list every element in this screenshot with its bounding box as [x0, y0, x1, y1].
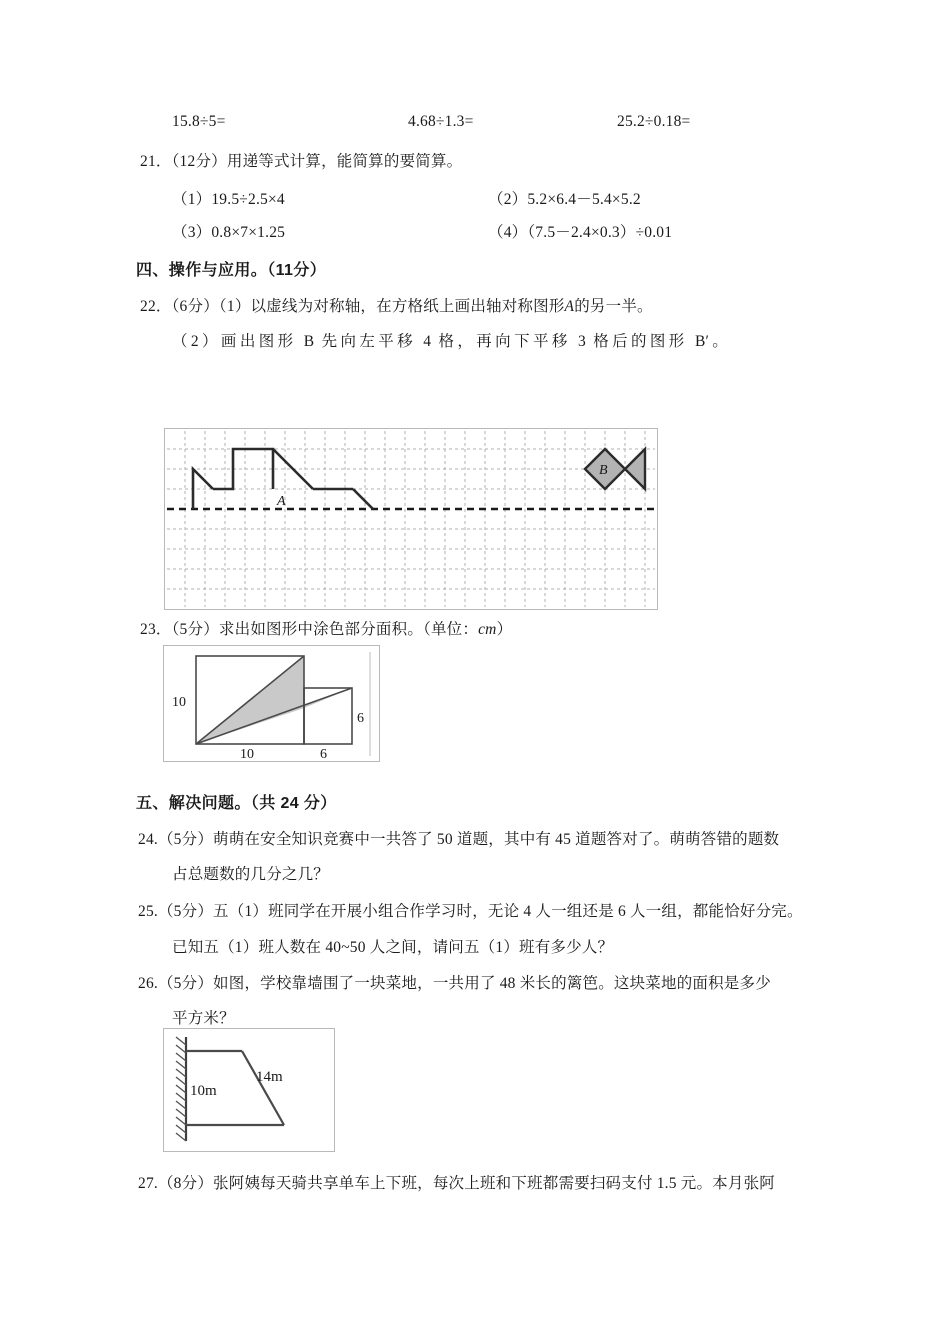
shape-b-group [585, 449, 645, 489]
q21-text: 用递等式计算，能简算的要简算。 [226, 153, 463, 170]
q26-figure-svg [164, 1029, 334, 1151]
question-26-line1 [138, 972, 771, 996]
q25-text-line1: 五（1）班同学在开展小组合作学习时，无论 4 人一组还是 6 人一组，都能恰好分完。 [213, 903, 803, 920]
shape-b-label: B [599, 463, 608, 478]
q21-sub-4 [488, 221, 672, 245]
q22-part1-tail: 的另一半。 [574, 298, 653, 315]
shape-b-triangle [625, 449, 645, 489]
q23-text: 求出如图形中涂色部分面积。（单位： [218, 621, 479, 638]
oral-calc-item-2: 4.68÷1.3= [408, 113, 474, 130]
oral-calc-item-3: 25.2÷0.18= [617, 113, 691, 130]
q22-part1-label: （1） [218, 298, 251, 315]
question-26-line2: 平方米？ [172, 1010, 235, 1027]
q22-part1-text: 以虚线为对称轴，在方格纸上画出轴对称图形 [250, 298, 565, 315]
q24-text-line1: 萌萌在安全知识竞赛中一共答了 50 道题，其中有 45 道题答对了。萌萌答错的题数 [213, 831, 780, 848]
label-big-square-base: 10 [240, 747, 254, 761]
wall-hatching [176, 1037, 186, 1141]
label-plot-height: 10m [190, 1083, 217, 1099]
label-small-square-base: 6 [320, 747, 327, 761]
q21-sub-2-label: （2） [488, 191, 528, 208]
q26-vegetable-plot-figure [163, 1028, 335, 1152]
q22-points: （6分） [171, 298, 219, 315]
q22-number: 22． [140, 298, 172, 315]
q25-points: （5分） [157, 903, 214, 920]
q21-sub-3-label: （3） [172, 224, 212, 241]
q23-number: 23． [140, 621, 172, 638]
q22-grid-figure [164, 428, 658, 610]
q24-points: （5分） [157, 831, 214, 848]
q23-figure-svg [164, 646, 379, 761]
grid-lines [167, 431, 655, 607]
q21-sub-2 [488, 188, 641, 212]
q21-sub-3 [172, 221, 285, 245]
question-25-line2: 已知五（1）班人数在 40~50 人之间，请问五（1）班有多少人？ [172, 939, 614, 956]
question-22-part1 [140, 295, 653, 319]
q27-text-line1: 张阿姨每天骑共享单车上下班，每次上班和下班都需要扫码支付 1.5 元。本月张阿 [213, 1175, 775, 1192]
section-5-heading: 五、解决问题。（共 24 分） [136, 795, 337, 812]
label-plot-slant: 14m [256, 1069, 283, 1085]
label-big-square-height: 10 [172, 695, 186, 710]
q27-points: （8分） [157, 1175, 214, 1192]
question-27-line1 [138, 1172, 775, 1196]
q21-sub-3-expr: 0.8×7×1.25 [211, 224, 286, 241]
q22-grid-svg [165, 429, 657, 609]
q26-number: 26. [138, 975, 158, 992]
question-21-stem [140, 150, 462, 174]
q25-number: 25. [138, 903, 158, 920]
q23-points: （5分） [171, 621, 219, 638]
question-23-stem [140, 618, 512, 642]
question-22-part2: （2）画出图形 B 先向左平移 4 格，再向下平移 3 格后的图形 B′。 [172, 333, 728, 350]
q21-sub-2-expr: 5.2×6.4－5.4×5.2 [527, 191, 641, 208]
q23-shaded-area-figure [163, 645, 380, 762]
q24-number: 24. [138, 831, 158, 848]
question-24-line1 [138, 828, 779, 852]
q23-unit: cm [478, 621, 497, 638]
q21-number: 21． [140, 153, 172, 170]
section-4-heading: 四、操作与应用。（11分） [136, 262, 327, 279]
q21-sub-1 [172, 188, 285, 212]
q21-sub-4-expr: （7.5－2.4×0.3）÷0.01 [527, 224, 673, 241]
question-25-line1 [138, 900, 803, 924]
q21-sub-1-label: （1） [172, 191, 212, 208]
question-24-line2: 占总题数的几分之几？ [172, 866, 330, 883]
q27-number: 27. [138, 1175, 158, 1192]
shape-a-label: A [277, 494, 286, 509]
q21-sub-4-label: （4） [488, 224, 528, 241]
oral-calc-item-1: 15.8÷5= [172, 113, 226, 130]
q21-sub-1-expr: 19.5÷2.5×4 [211, 191, 285, 208]
q26-text-line1: 如图，学校靠墙围了一块菜地，一共用了 48 米长的篱笆。这块菜地的面积是多少 [213, 975, 771, 992]
q21-points: （12分） [171, 153, 227, 170]
label-small-square-height: 6 [357, 711, 364, 726]
q26-points: （5分） [157, 975, 214, 992]
q22-figure-letter-a: A [564, 298, 575, 315]
q23-tail: ） [496, 621, 513, 638]
